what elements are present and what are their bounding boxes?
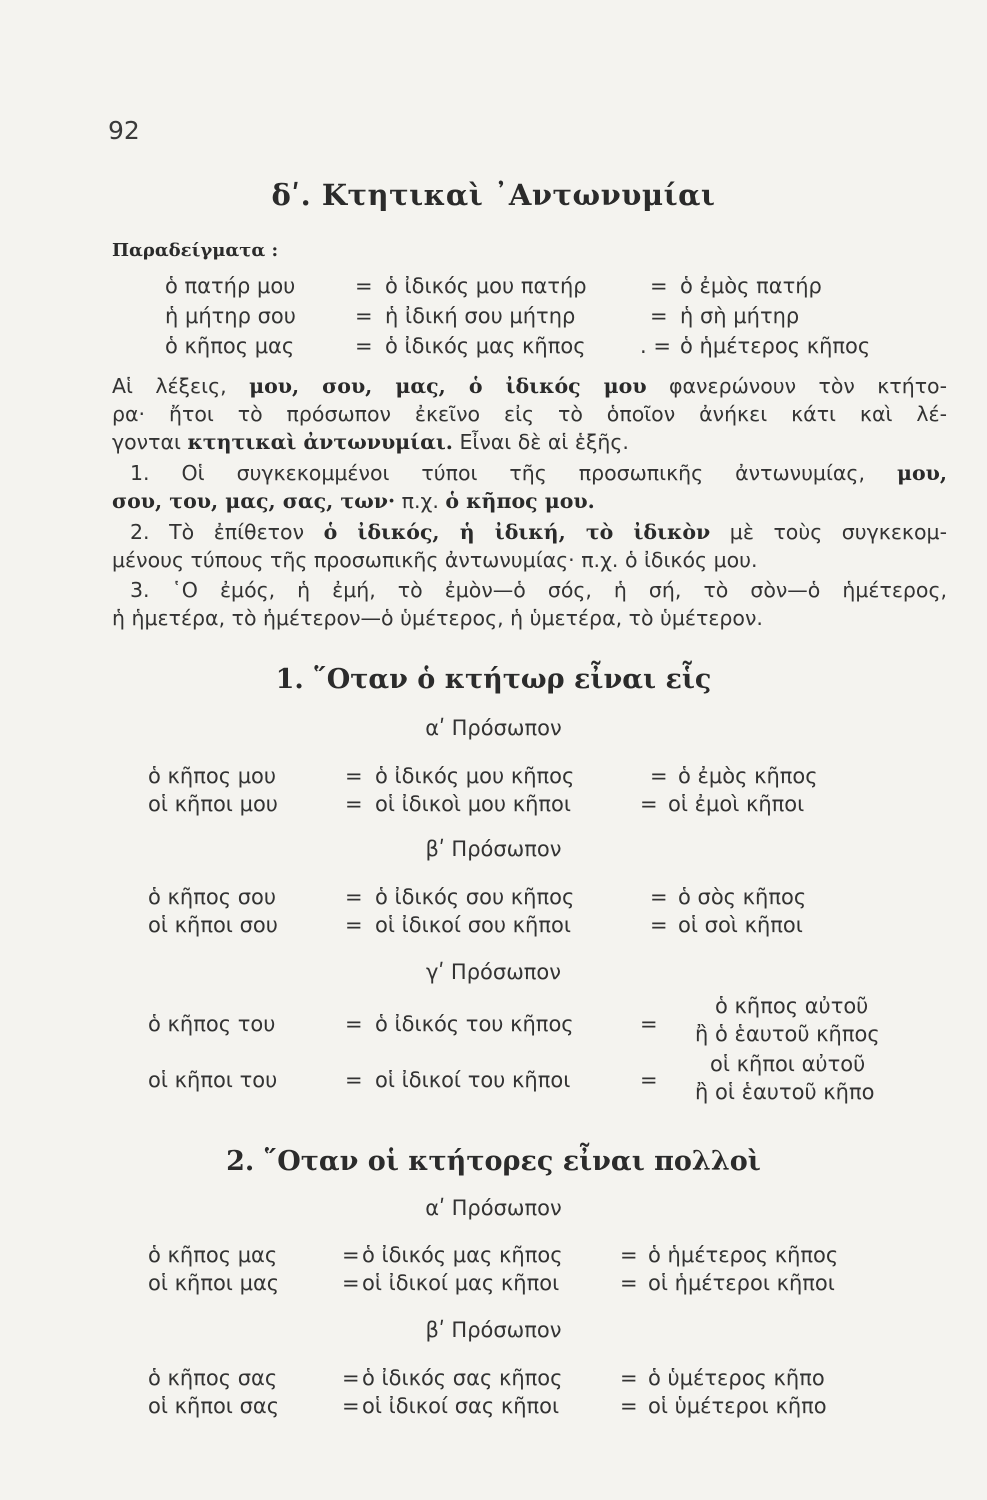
list-item-line: μένους τύπους τῆς προσωπικῆς ἀντωνυμίας· π.χ. ὁ ἰδικός μου. xyxy=(112,548,758,572)
bold-text: σου, του, μας, σας, των· xyxy=(112,489,396,513)
form-right-alt2: ἢ οἱ ἑαυτοῦ κῆπο xyxy=(695,1080,875,1104)
equals-sign: = xyxy=(345,1012,363,1036)
person-label: αʹ Πρόσωπον xyxy=(425,1196,562,1220)
section-heading: 2. ῞Οταν οἱ κτήτορες εἶναι πολλοὶ xyxy=(226,1146,761,1177)
bold-text: ὁ κῆπος μου. xyxy=(445,489,595,513)
equals-sign: = xyxy=(342,1366,360,1390)
form-left: ὁ κῆπος του xyxy=(148,1012,276,1036)
form-left: ὁ κῆπος σας xyxy=(148,1366,278,1390)
form-left: ὁ κῆπος σου xyxy=(148,885,277,909)
equals-sign: = xyxy=(650,274,668,298)
equals-sign: = xyxy=(355,274,373,298)
equals-sign: = xyxy=(355,334,373,358)
list-item-line: 3. ῾Ο ἐμός, ἡ ἐμή, τὸ ἐμὸν—ὁ σός, ἡ σή, τὸ σὸν—ὁ ἡμέτερος, xyxy=(130,578,947,602)
equals-sign: = xyxy=(620,1271,638,1295)
example-right: ὁ ἐμὸς πατήρ xyxy=(680,274,822,298)
form-right-alt1: οἱ κῆποι αὐτοῦ xyxy=(710,1052,866,1076)
list-item-line xyxy=(112,487,947,515)
equals-sign: = xyxy=(345,1068,363,1092)
equals-sign: = xyxy=(345,792,363,816)
person-label: γʹ Πρόσωπον xyxy=(425,960,562,984)
form-middle: οἱ ἰδικοί σας κῆποι xyxy=(362,1394,560,1418)
chapter-title: δʹ. Κτητικαὶ ᾿Αντωνυμίαι xyxy=(271,178,716,212)
equals-sign: = xyxy=(342,1271,360,1295)
example-left: ὁ πατήρ μου xyxy=(165,274,296,298)
form-left: ὁ κῆπος μας xyxy=(148,1243,278,1267)
paragraph-line xyxy=(112,372,947,400)
example-right: ὁ ἡμέτερος κῆπος xyxy=(680,334,871,358)
form-right-alt1: ὁ κῆπος αὐτοῦ xyxy=(715,994,869,1018)
example-left: ἡ μήτηρ σου xyxy=(165,304,296,328)
form-left: ὁ κῆπος μου xyxy=(148,764,277,788)
equals-sign: = xyxy=(345,885,363,909)
section-heading: 1. ῞Οταν ὁ κτήτωρ εἶναι εἷς xyxy=(275,664,712,695)
equals-sign: = xyxy=(345,913,363,937)
equals-sign: = xyxy=(640,1068,658,1092)
form-left: οἱ κῆποι του xyxy=(148,1068,278,1092)
equals-sign: = xyxy=(650,304,668,328)
form-middle: ὁ ἰδικός σας κῆπος xyxy=(362,1366,563,1390)
form-middle: ὁ ἰδικός του κῆπος xyxy=(375,1012,574,1036)
text-span: 1. Οἱ συγκεκομμένοι τύποι τῆς προσωπικῆς ἀντωνυμίας, xyxy=(130,461,897,485)
text-span: μὲ τοὺς συγκεκομ- xyxy=(710,520,947,544)
form-middle: ὁ ἰδικός μου κῆπος xyxy=(375,764,575,788)
person-label: βʹ Πρόσωπον xyxy=(425,837,562,861)
form-right: οἱ σοὶ κῆποι xyxy=(678,913,803,937)
form-left: οἱ κῆποι μου xyxy=(148,792,278,816)
form-middle: οἱ ἰδικοί σου κῆποι xyxy=(375,913,571,937)
text-span: φανερώνουν τὸν κτήτο- xyxy=(646,374,947,398)
form-right: ὁ ἐμὸς κῆπος xyxy=(678,764,818,788)
examples-label: Παραδείγματα : xyxy=(112,240,279,261)
list-item-line xyxy=(130,459,947,487)
example-middle: ὁ ἰδικός μας κῆπος xyxy=(385,334,586,358)
equals-sign: = xyxy=(640,792,658,816)
form-right: ὁ σὸς κῆπος xyxy=(678,885,807,909)
equals-sign: = xyxy=(345,764,363,788)
equals-sign: = xyxy=(650,764,668,788)
form-right-alt2: ἢ ὁ ἑαυτοῦ κῆπος xyxy=(695,1022,880,1046)
equals-sign: = xyxy=(620,1394,638,1418)
form-right: οἱ ἐμοὶ κῆποι xyxy=(668,792,805,816)
equals-sign: = xyxy=(342,1394,360,1418)
person-label: αʹ Πρόσωπον xyxy=(425,716,562,740)
bold-text: ὁ ἰδικός, ἡ ἰδική, τὸ ἰδικὸν xyxy=(323,520,711,544)
page-number: 92 xyxy=(108,116,140,145)
person-label: βʹ Πρόσωπον xyxy=(425,1318,562,1342)
example-middle: ὁ ἰδικός μου πατήρ xyxy=(385,274,587,298)
text-span: Αἱ λέξεις, xyxy=(112,374,250,398)
form-middle: οἱ ἰδικοὶ μου κῆποι xyxy=(375,792,572,816)
paragraph-line xyxy=(112,428,947,456)
form-right: οἱ ὑμέτεροι κῆπο xyxy=(648,1394,827,1418)
example-middle: ἡ ἰδική σου μήτηρ xyxy=(385,304,576,328)
text-span: 2. Τὸ ἐπίθετον xyxy=(130,520,324,544)
form-middle: οἱ ἰδικοί μας κῆποι xyxy=(362,1271,560,1295)
equals-sign: = xyxy=(640,1012,658,1036)
equals-sign: = xyxy=(355,304,373,328)
text-span: π.χ. xyxy=(395,489,446,513)
example-right: ἡ σὴ μήτηρ xyxy=(680,304,800,328)
example-left: ὁ κῆπος μας xyxy=(165,334,295,358)
form-right: οἱ ἡμέτεροι κῆποι xyxy=(648,1271,835,1295)
form-middle: οἱ ἰδικοί του κῆποι xyxy=(375,1068,571,1092)
bold-text: μου, σου, μας, ὁ ἰδικός μου xyxy=(249,374,647,398)
form-middle: ὁ ἰδικός σου κῆπος xyxy=(375,885,575,909)
form-right: ὁ ὑμέτερος κῆπο xyxy=(648,1366,825,1390)
equals-sign: = xyxy=(650,885,668,909)
form-middle: ὁ ἰδικός μας κῆπος xyxy=(362,1243,563,1267)
bold-text: κτητικαὶ ἀντωνυμίαι. xyxy=(187,430,453,454)
form-left: οἱ κῆποι σας xyxy=(148,1394,280,1418)
form-left: οἱ κῆποι σου xyxy=(148,913,278,937)
equals-sign: = xyxy=(620,1366,638,1390)
form-right: ὁ ἡμέτερος κῆπος xyxy=(648,1243,839,1267)
equals-sign: = xyxy=(342,1243,360,1267)
text-span: Εἶναι δὲ αἱ ἑξῆς. xyxy=(452,430,629,454)
list-item-line: ἡ ἡμετέρα, τὸ ἡμέτερον—ὁ ὑμέτερος, ἡ ὑμετέρα, τὸ ὑμέτερον. xyxy=(112,606,763,630)
list-item-line xyxy=(130,518,947,546)
text-span: γονται xyxy=(112,430,188,454)
equals-sign: . = xyxy=(640,334,671,358)
bold-text: μου, xyxy=(896,461,947,485)
form-left: οἱ κῆποι μας xyxy=(148,1271,280,1295)
equals-sign: = xyxy=(620,1243,638,1267)
paragraph-line: ρα· ἤτοι τὸ πρόσωπον ἐκεῖνο εἰς τὸ ὁποῖον ἀνήκει κάτι καὶ λέ- xyxy=(112,402,947,426)
equals-sign: = xyxy=(650,913,668,937)
